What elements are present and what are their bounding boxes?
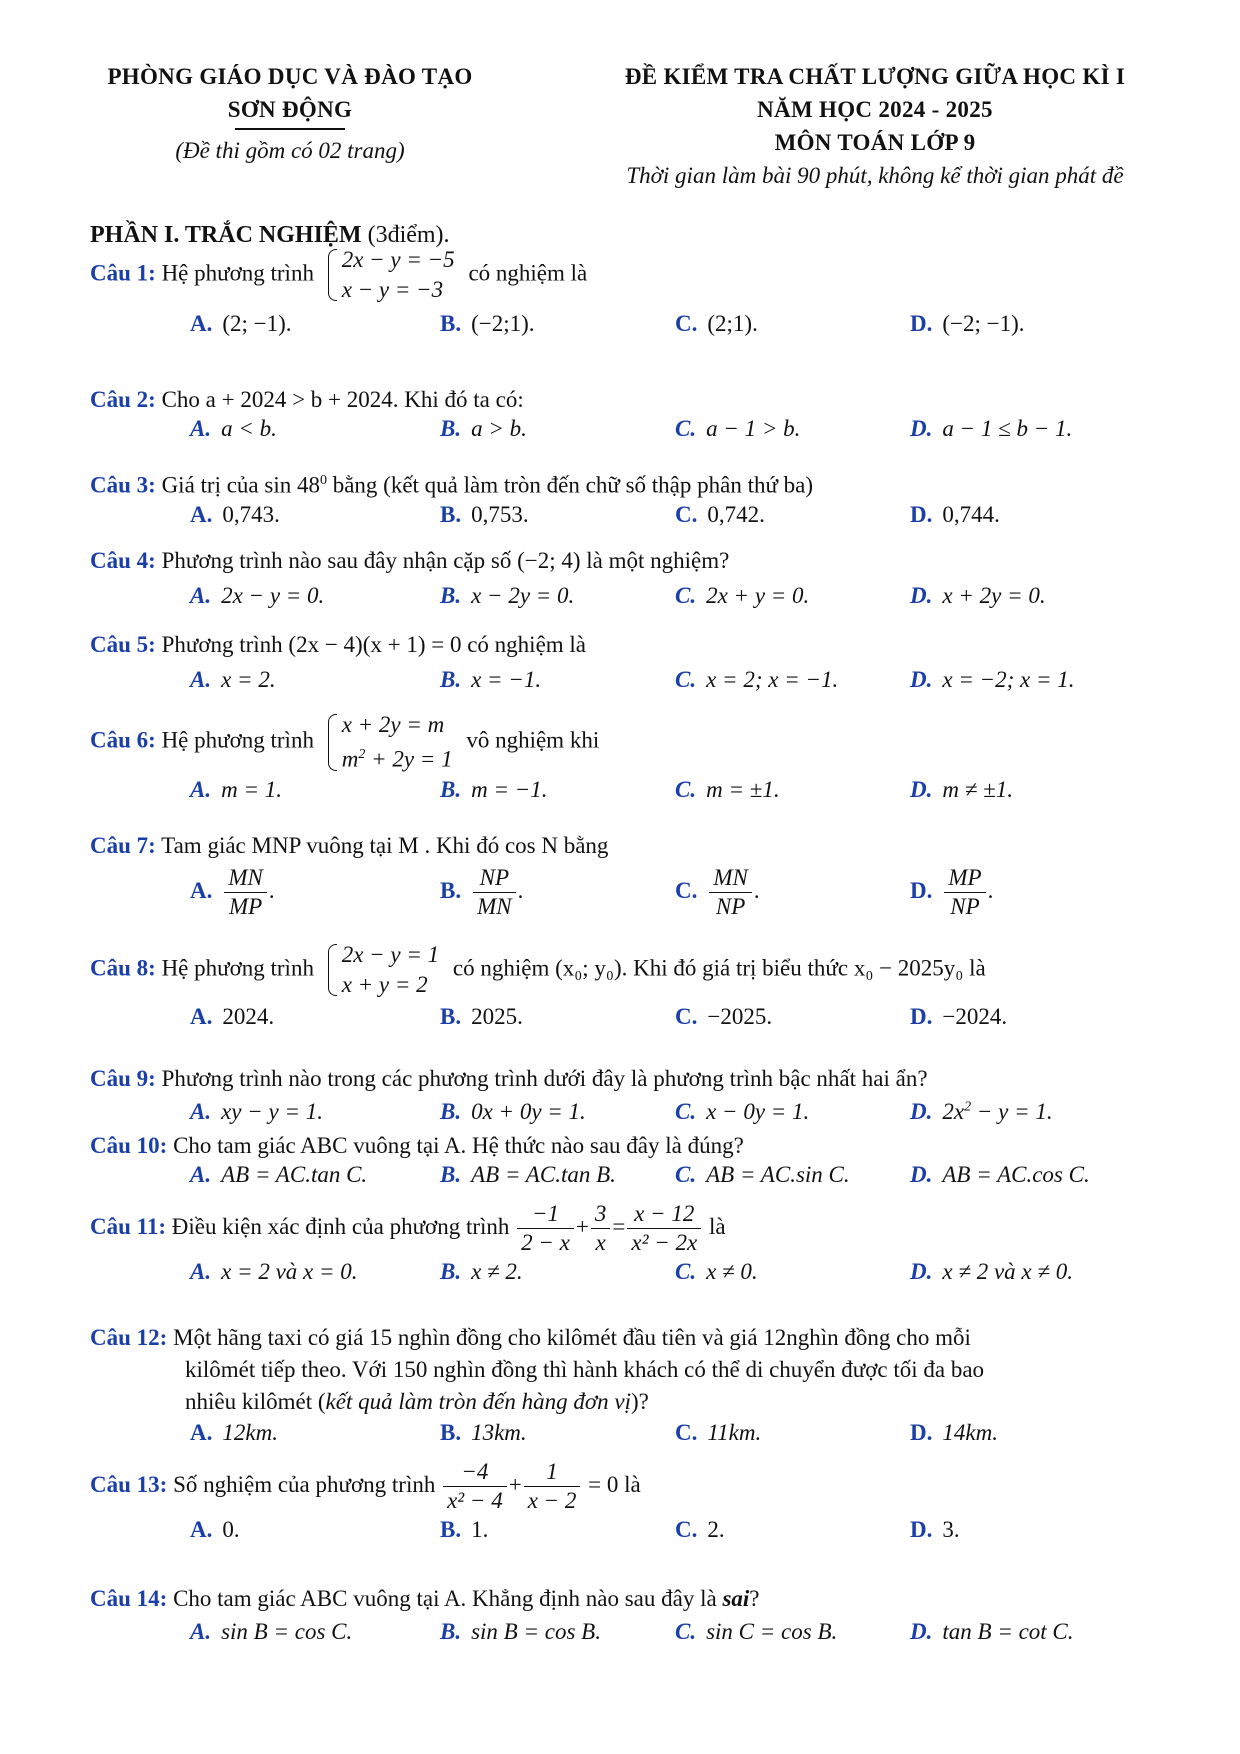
question-text: Cho a + 2024 > b + 2024. Khi đó ta có: xyxy=(161,387,524,412)
exam-header xyxy=(60,60,1200,195)
answer-options xyxy=(90,1517,1190,1553)
question-7 xyxy=(90,830,1190,930)
question-9 xyxy=(90,1063,1190,1135)
question-11: Câu 11: Điều kiện xác định của phương trình $\frac{-1}{2 - x}$ + $\frac{3}{x}$ = $\frac{x - 12}{\text{x² − 2x}}$ là A. x = 2 và x = 0. B. x ≠ 2. C. x ≠ 0. D. x ≠ 2 và x ≠ 0. xyxy=(90,1200,1190,1295)
option-d: D. (−2; −1). xyxy=(910,311,1025,336)
answer-options xyxy=(90,1004,1190,1040)
answer-options xyxy=(90,864,1190,930)
exam-title: ĐỀ KIỂM TRA CHẤT LƯỢNG GIỮA HỌC KÌ I xyxy=(624,64,1126,89)
question-8 xyxy=(90,940,1190,1040)
option-b: B. 13km. xyxy=(440,1420,527,1445)
answer-options xyxy=(90,667,1190,703)
question-label: Câu 10: xyxy=(90,1133,168,1158)
option-a: A. 2x − y = 0. xyxy=(190,583,325,608)
option-a: A. 0,743. xyxy=(190,501,280,527)
answer-options xyxy=(90,777,1190,813)
question-text: kilômét tiếp theo. Với 150 nghìn đồng thì hành khách có thể di chuyển được tối đa bao xyxy=(185,1357,985,1382)
department-name: PHÒNG GIÁO DỤC VÀ ĐÀO TẠO xyxy=(107,64,473,89)
option-a: A. x = 2 và x = 0. xyxy=(190,1259,358,1284)
question-text: Hệ phương trình xyxy=(161,955,314,981)
option-b: B. (−2;1). xyxy=(440,311,535,336)
option-d: D. $2x^2 - y = 1$. xyxy=(910,1099,1053,1124)
option-b: B. m = −1. xyxy=(440,776,548,802)
question-text: có nghiệm (x₀; y₀). Khi đó giá trị biểu thức x₀ − 2025y₀ là xyxy=(452,955,986,981)
section-title-text: PHẦN I. TRẮC NGHIỆM xyxy=(90,222,362,248)
option-d: D. 14km. xyxy=(910,1420,998,1445)
equation: 2x − y = 1 xyxy=(341,942,440,967)
question-text: Một hãng taxi có giá 15 nghìn đồng cho kilômét đầu tiên và giá 12nghìn đồng cho mỗi xyxy=(173,1325,971,1350)
question-text: bằng (kết quả làm tròn đến chữ số thập phân thứ ba) xyxy=(326,472,814,498)
question-text: có nghiệm là xyxy=(468,260,588,286)
option-c: C. x = 2; x = −1. xyxy=(675,667,839,692)
equation: x + y = 2 xyxy=(341,972,428,997)
option-d: D. −2024. xyxy=(910,1004,1008,1029)
question-label: Câu 3: xyxy=(90,472,156,498)
option-a: A. $\frac{MN}{MP}$ . xyxy=(190,865,275,919)
option-b: B. x = −1. xyxy=(440,667,542,692)
option-a: A. x = 2. xyxy=(190,667,276,692)
question-label: Câu 11: xyxy=(90,1213,167,1239)
question-text: Tam giác MNP vuông tại M . Khi đó cos N bằng xyxy=(161,833,609,858)
question-label: Câu 14: xyxy=(90,1586,168,1611)
option-a: A. 12km. xyxy=(190,1420,278,1445)
header-left xyxy=(60,60,520,167)
question-text: Cho tam giác ABC vuông tại A. Khẳng định nào sau đây là xyxy=(167,1586,723,1611)
option-b: B. a > b. xyxy=(440,416,527,441)
question-text: Số nghiệm của phương trình xyxy=(173,1471,436,1497)
question-label: Câu 2: xyxy=(90,387,156,412)
question-2 xyxy=(90,384,1190,452)
option-a: A. (2; −1). xyxy=(190,311,292,336)
page-count-note: (Đề thi gồm có 02 trang) xyxy=(175,137,405,163)
option-d: D. x ≠ 2 và x ≠ 0. xyxy=(910,1259,1073,1284)
option-a: A. m = 1. xyxy=(190,776,282,802)
question-text: nhiêu kilômét (kết quả làm tròn đến hàng đơn vị)? xyxy=(185,1389,649,1414)
degree-symbol: 0 xyxy=(319,473,327,488)
option-c: C. m = ±1. xyxy=(675,776,780,802)
option-b: B. x − 2y = 0. xyxy=(440,583,575,608)
question-1 xyxy=(90,245,1190,347)
option-c: C. a − 1 > b. xyxy=(675,416,801,441)
header-underline xyxy=(235,128,345,130)
school-year: NĂM HỌC 2024 - 2025 xyxy=(757,97,993,122)
question-text: Giá trị của sin 48 xyxy=(161,472,320,498)
answer-options xyxy=(90,1162,1190,1198)
question-5 xyxy=(90,629,1190,703)
equation: 2x − y = −5 xyxy=(341,247,455,272)
question-6 xyxy=(90,710,1190,813)
option-d: D. tan B = cot C. xyxy=(910,1619,1074,1644)
question-text: là xyxy=(708,1213,726,1239)
header-right xyxy=(530,60,1220,192)
option-c: C. 0,742. xyxy=(675,501,765,527)
answer-options xyxy=(90,502,1190,538)
option-b: B. 1. xyxy=(440,1517,489,1542)
question-label: Câu 1: xyxy=(90,260,156,286)
question-text: Hệ phương trình xyxy=(161,260,314,286)
question-text: Phương trình (2x − 4)(x + 1) = 0 có nghiệm là xyxy=(161,632,587,657)
answer-options xyxy=(90,583,1190,619)
option-a: A. sin B = cos C. xyxy=(190,1619,353,1644)
question-3 xyxy=(90,465,1190,538)
answer-options xyxy=(90,1619,1190,1655)
option-b: B. sin B = cos B. xyxy=(440,1619,601,1644)
question-label: Câu 5: xyxy=(90,632,156,657)
option-c: C. x ≠ 0. xyxy=(675,1259,758,1284)
equation: x + 2y = m xyxy=(341,712,445,737)
question-label: Câu 8: xyxy=(90,955,156,981)
subject: MÔN TOÁN LỚP 9 xyxy=(774,130,976,155)
equation-system xyxy=(328,940,439,1000)
question-14: Câu 14: Cho tam giác ABC vuông tại A. Khẳng định nào sau đây là sai? A. sin B = cos C. B. sin B = cos B. C. sin C = cos B. D. tan B = cot C. xyxy=(90,1583,1190,1655)
option-c: C. (2;1). xyxy=(675,311,758,336)
option-b: B. 0,753. xyxy=(440,501,529,527)
option-c: C. AB = AC.sin C. xyxy=(675,1162,850,1187)
fraction: $\frac{1}{x - 2}$ xyxy=(524,1458,581,1515)
question-text: Hệ phương trình xyxy=(161,727,314,753)
question-10 xyxy=(90,1130,1190,1198)
option-a: A. xy − y = 1. xyxy=(190,1099,324,1124)
question-label: Câu 4: xyxy=(90,548,156,573)
question-text: Cho tam giác ABC vuông tại A. Hệ thức nào sau đây là đúng? xyxy=(173,1133,744,1158)
fraction: $\frac{3}{x}$ xyxy=(591,1200,611,1257)
option-c: C. −2025. xyxy=(675,1004,773,1029)
option-d: D. AB = AC.cos C. xyxy=(910,1162,1090,1187)
option-b: B. 0x + 0y = 1. xyxy=(440,1099,586,1124)
question-label: Câu 13: xyxy=(90,1471,168,1497)
time-note: Thời gian làm bài 90 phút, không kể thời gian phát đề xyxy=(626,163,1124,188)
option-c: C. $\frac{MN}{NP}$ . xyxy=(675,865,760,919)
question-text: Phương trình nào trong các phương trình dưới đây là phương trình bậc nhất hai ẩn? xyxy=(161,1066,928,1091)
question-13: Câu 13: Số nghiệm của phương trình $\frac{-4}{\text{x² − 4}}$ + $\frac{1}{x - 2}$ = 0 là A. 0. B. 1. C. 2. D. 3. xyxy=(90,1458,1190,1553)
answer-options xyxy=(90,311,1190,347)
question-label: Câu 9: xyxy=(90,1066,156,1091)
option-a: A. a < b. xyxy=(190,416,277,441)
option-d: D. x = −2; x = 1. xyxy=(910,667,1075,692)
question-text: Điều kiện xác định của phương trình xyxy=(171,1213,510,1239)
option-a: A. AB = AC.tan C. xyxy=(190,1162,368,1187)
question-4 xyxy=(90,545,1190,619)
equation-system xyxy=(328,245,455,305)
question-12 xyxy=(90,1322,1190,1456)
fraction: $\frac{-4}{\text{x² − 4}}$ xyxy=(443,1458,507,1515)
option-d: D. 3. xyxy=(910,1517,960,1542)
question-label: Câu 7: xyxy=(90,833,156,858)
option-b: B. x ≠ 2. xyxy=(440,1259,523,1284)
equation: $m^2 + 2y = 1$ xyxy=(341,746,453,772)
option-d: D. m ≠ ±1. xyxy=(910,776,1013,802)
option-b: B. $\frac{NP}{MN}$ . xyxy=(440,865,524,919)
question-text: Phương trình nào sau đây nhận cặp số (−2; 4) là một nghiệm? xyxy=(161,548,730,573)
emphasis-word: sai xyxy=(722,1586,750,1611)
option-a: A. 0. xyxy=(190,1517,240,1542)
answer-options xyxy=(90,1259,1190,1295)
option-d: D. x + 2y = 0. xyxy=(910,583,1046,608)
option-b: B. AB = AC.tan B. xyxy=(440,1162,616,1187)
fraction: $\frac{-1}{2 - x}$ xyxy=(517,1200,574,1257)
question-text: = 0 là xyxy=(588,1471,641,1497)
option-d: D. $\frac{MP}{NP}$ . xyxy=(910,865,994,919)
answer-options xyxy=(90,1420,1190,1456)
section-points: (3điểm). xyxy=(367,222,450,248)
question-label: Câu 12: xyxy=(90,1325,168,1350)
option-c: C. sin C = cos B. xyxy=(675,1619,838,1644)
option-b: B. 2025. xyxy=(440,1004,523,1029)
option-c: C. x − 0y = 1. xyxy=(675,1099,810,1124)
equation: x − y = −3 xyxy=(341,277,444,302)
option-c: C. 2x + y = 0. xyxy=(675,583,810,608)
option-c: C. 11km. xyxy=(675,1420,762,1445)
option-d: D. a − 1 ≤ b − 1. xyxy=(910,416,1073,441)
option-c: C. 2. xyxy=(675,1517,725,1542)
equation-system xyxy=(328,710,453,775)
question-label: Câu 6: xyxy=(90,727,156,753)
fraction: $\frac{x - 12}{\text{x² − 2x}}$ xyxy=(627,1200,701,1257)
question-text: vô nghiệm khi xyxy=(466,727,600,753)
answer-options xyxy=(90,416,1190,452)
option-d: D. 0,744. xyxy=(910,501,1000,527)
option-a: A. 2024. xyxy=(190,1004,275,1029)
district-name: SƠN ĐỘNG xyxy=(227,97,353,122)
